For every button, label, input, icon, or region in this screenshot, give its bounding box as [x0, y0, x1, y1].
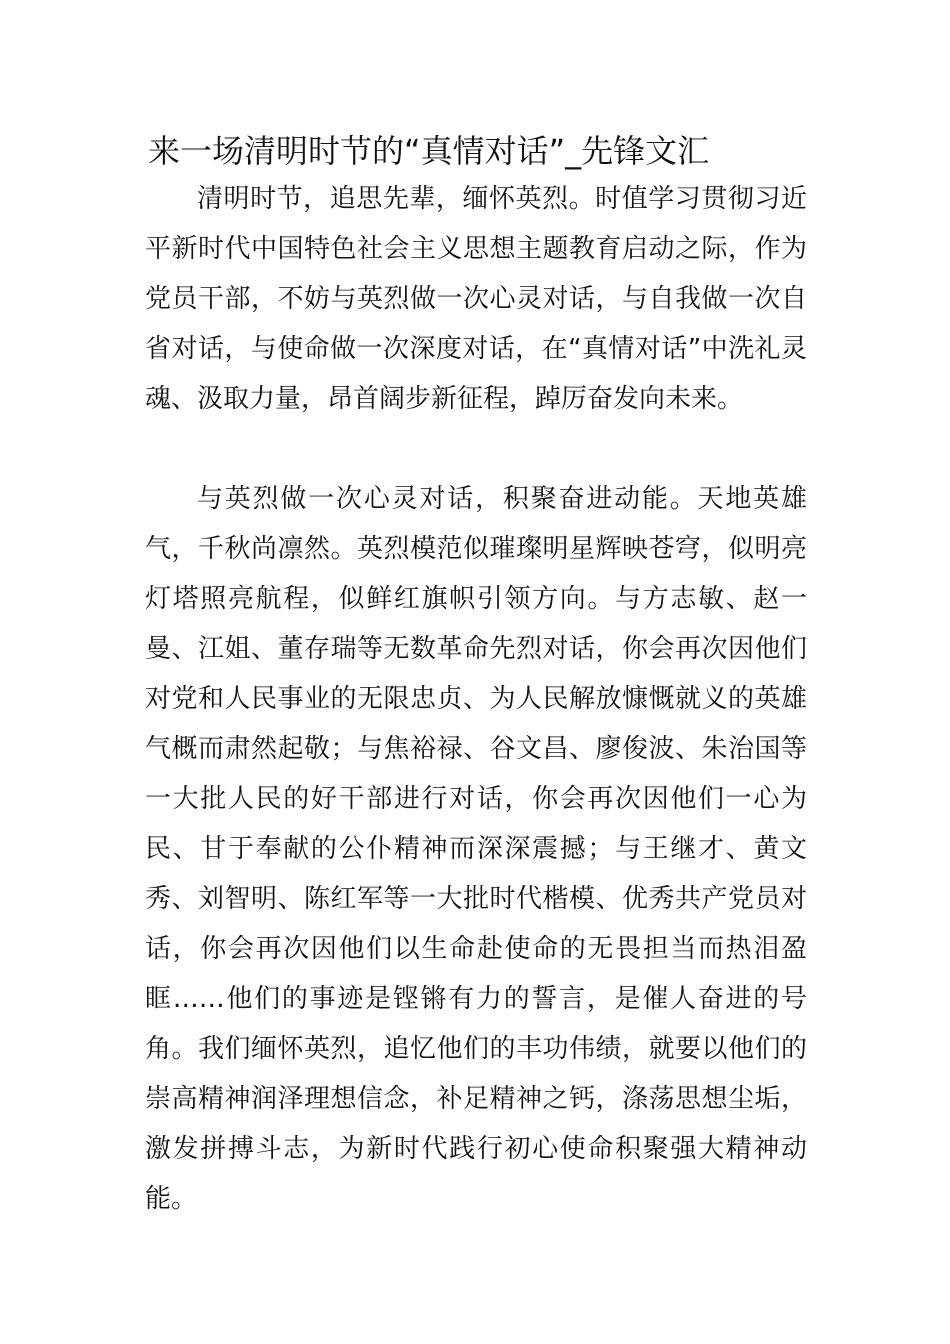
paragraph-heroes-dialogue: 与英烈做一次心灵对话，积聚奋进动能。天地英雄气，千秋尚凛然。英烈模范似璀璨明星辉映苍穹，似明亮灯塔照亮航程，似鲜红旗帜引领方向。与方志敏、赵一曼、江姐、董存瑞等无数革命先烈对话，你会再次因他们对党和人民事业的无限忠贞、为人民解放慷慨就义的英雄气概而肃然起敬；与焦裕禄、谷文昌、廖俊波、朱治国等一大批人民的好干部进行对话，你会再次因他们一心为民、甘于奉献的公仆精神而深深震撼；与王继才、黄文秀、刘智明、陈红军等一大批时代楷模、优秀共产党员对话，你会再次因他们以生命赴使命的无畏担当而热泪盈眶……他们的事迹是铿锵有力的誓言，是催人奋进的号角。我们缅怀英烈，追忆他们的丰功伟绩，就要以他们的崇高精神润泽理想信念，补足精神之钙，涤荡思想尘垢，激发拼搏斗志，为新时代践行初心使命积聚强大精神动能。 [145, 484, 807, 1214]
document-title: 来一场清明时节的“真情对话”_先锋文汇 [148, 132, 710, 170]
paragraph-intro: 清明时节，追思先辈，缅怀英烈。时值学习贯彻习近平新时代中国特色社会主义思想主题教育启动之际，作为党员干部，不妨与英烈做一次心灵对话，与自我做一次自省对话，与使命做一次深度对话，在“真情对话”中洗礼灵魂、汲取力量，昂首阔步新征程，踔厉奋发向未来。 [145, 184, 807, 414]
